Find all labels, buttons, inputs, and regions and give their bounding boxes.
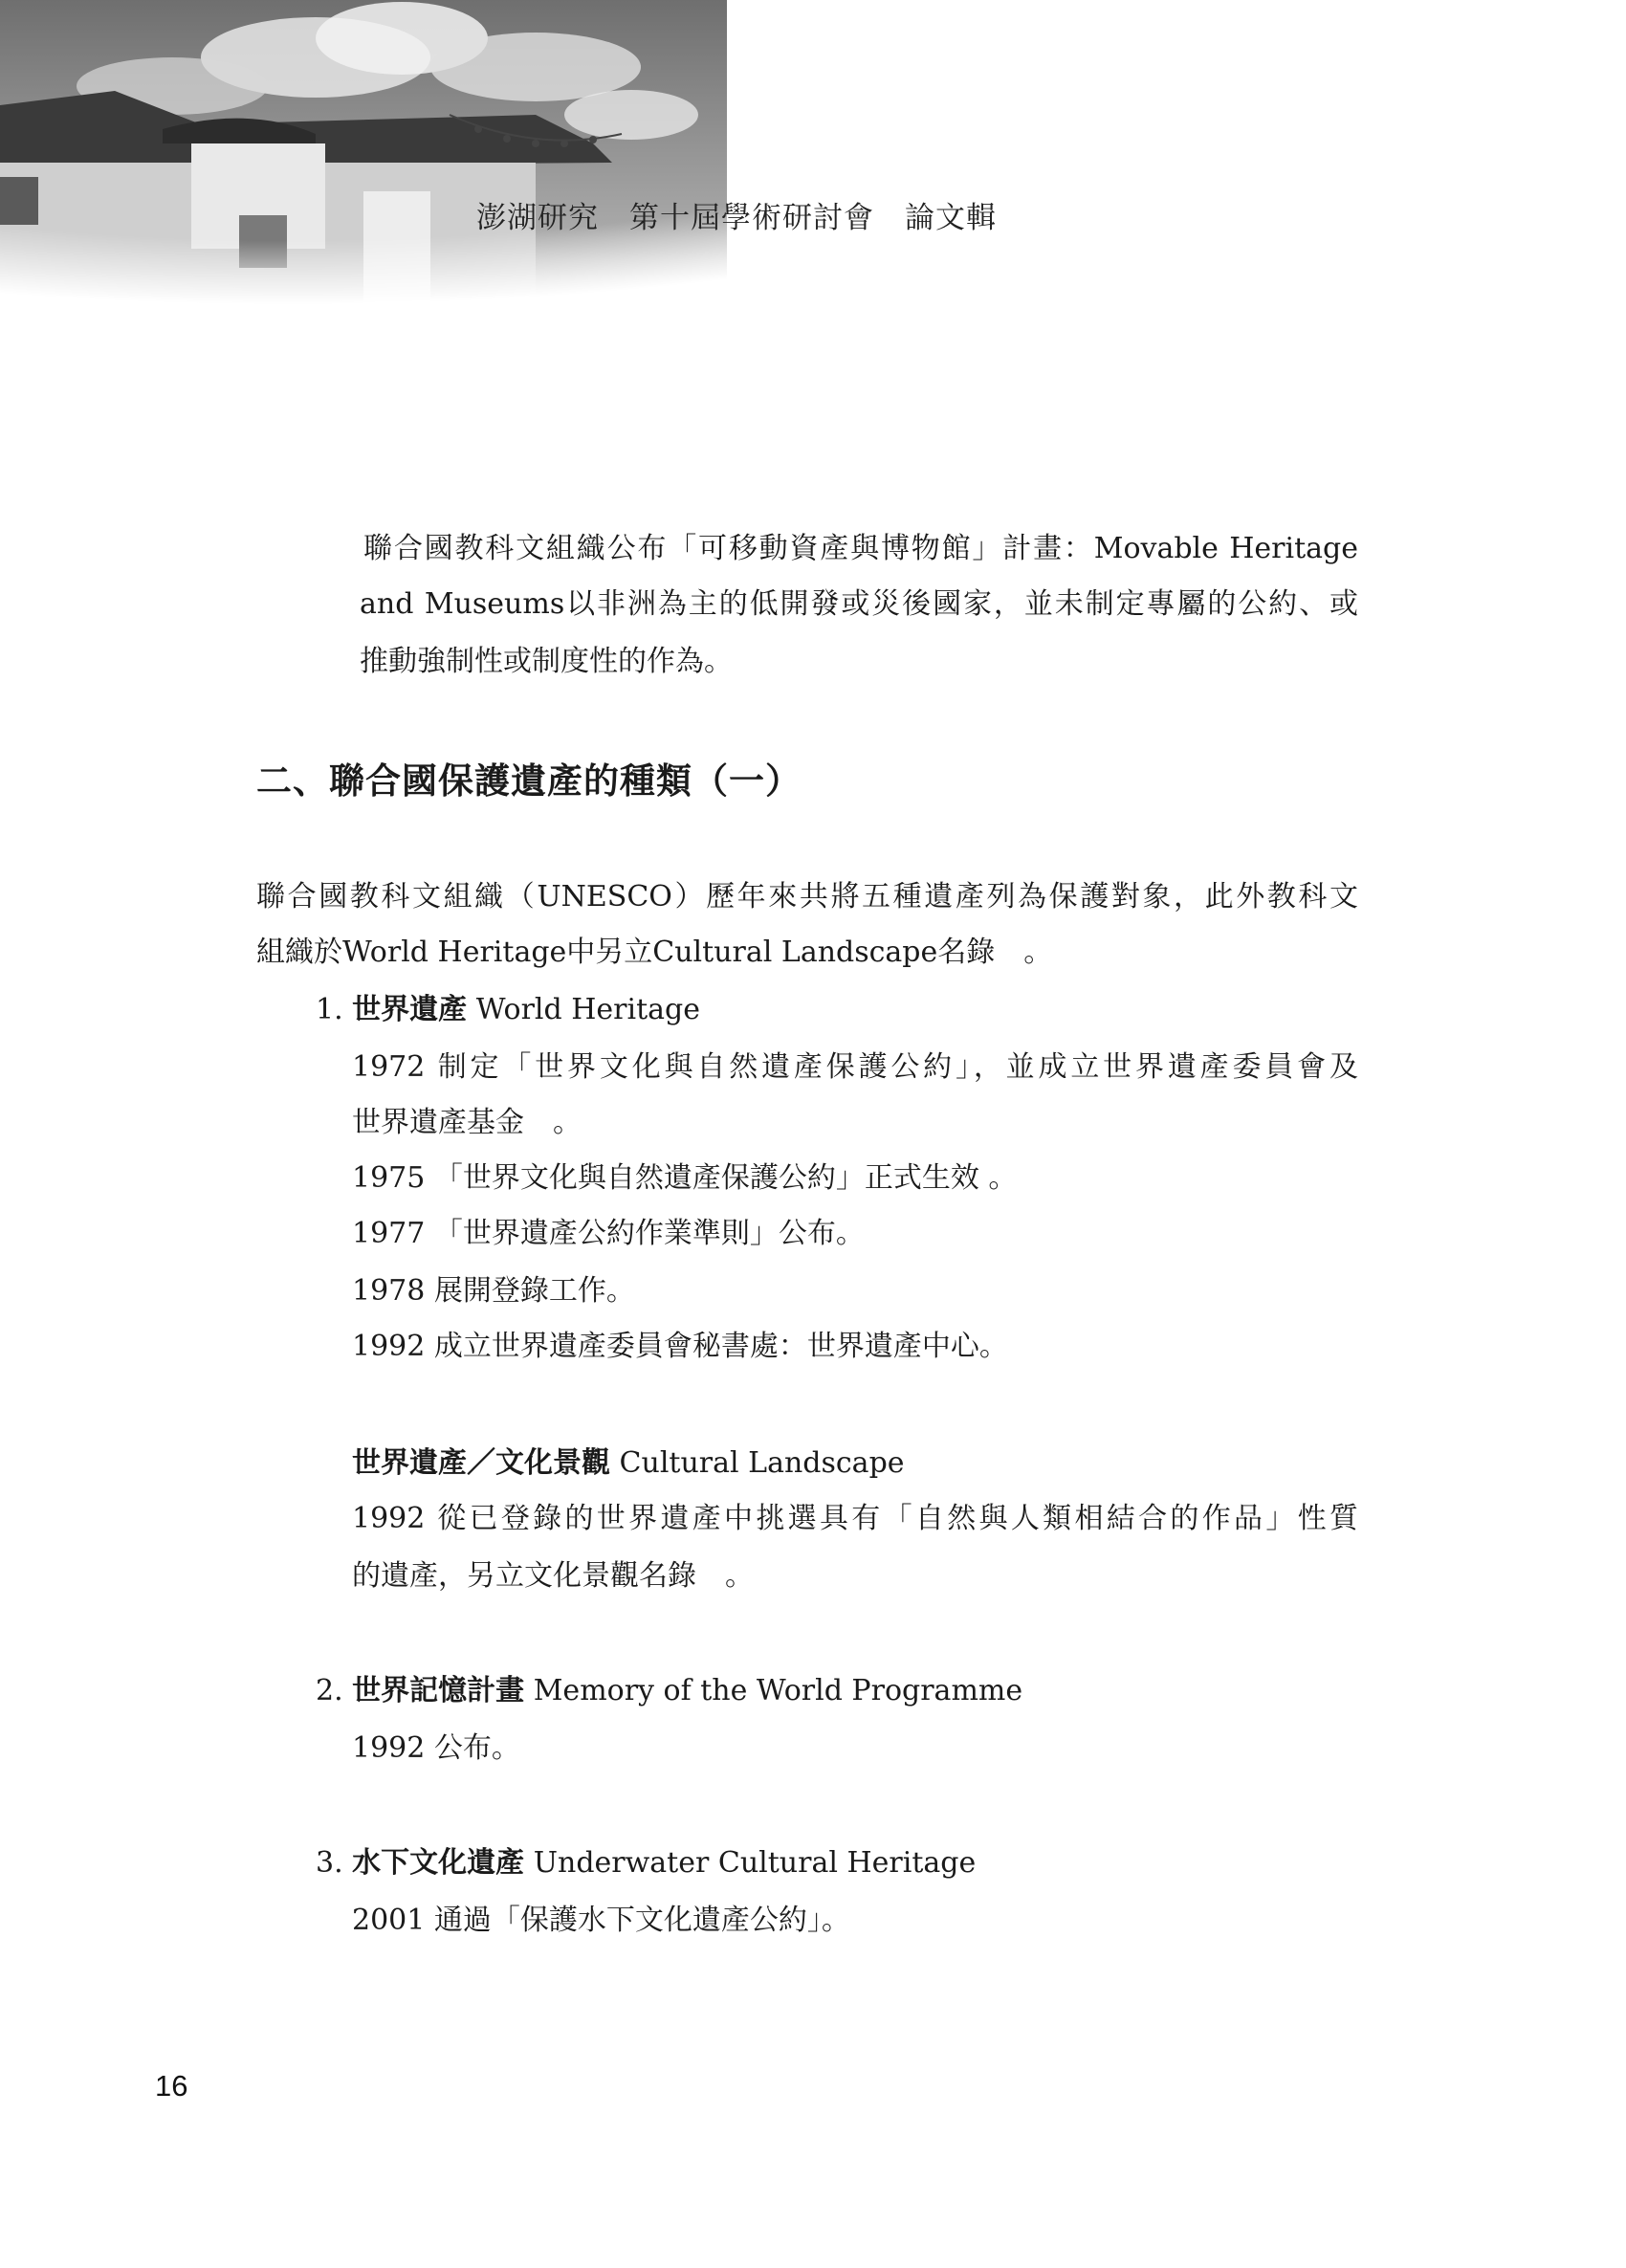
item-1-line-3: 1975 「世界文化與自然遺產保護公約」正式生效 。 [352, 1161, 1018, 1195]
item-1-title [316, 991, 700, 1029]
intro-line-2: and Museums以非洲為主的低開發或災後國家，並未制定專屬的公約、或 [360, 587, 1358, 621]
item-title-en: World Heritage [475, 993, 701, 1026]
subsection-line-2: 的遺產，另立文化景觀名錄 。 [352, 1559, 754, 1593]
subsection-line-1: 1992 從已登錄的世界遺產中挑選具有「自然與人類相結合的作品」性質 [352, 1502, 1358, 1535]
subsection-title-en: Cultural Landscape [619, 1446, 905, 1480]
item-3-title [316, 1844, 976, 1883]
section-intro-line-1: 聯合國教科文組織（UNESCO）歷年來共將五種遺產列為保護對象，此外教科文 [256, 880, 1358, 914]
item-title-en: Memory of the World Programme [533, 1674, 1023, 1707]
item-1-line-5: 1978 展開登錄工作。 [352, 1274, 635, 1308]
item-1-line-6: 1992 成立世界遺產委員會秘書處：世界遺產中心。 [352, 1330, 1008, 1363]
subsection-title [352, 1444, 905, 1483]
item-1-line-1: 1972 制定「世界文化與自然遺產保護公約」，並成立世界遺產委員會及 [352, 1050, 1358, 1084]
running-header: 澎湖研究 第十屆學術研討會 論文輯 [476, 201, 997, 235]
item-1-line-2: 世界遺產基金 。 [352, 1106, 582, 1139]
item-1-line-4: 1977 「世界遺產公約作業準則」公布。 [352, 1217, 865, 1250]
item-number: 3. [316, 1846, 343, 1880]
section-intro-line-2: 組織於World Heritage中另立Cultural Landscape名錄 。 [256, 936, 1053, 969]
intro-line-3: 推動強制性或制度性的作為。 [360, 645, 733, 678]
section-heading: 二、聯合國保護遺產的種類（一） [256, 760, 802, 802]
intro-line-1: 聯合國教科文組織公布「可移動資產與博物館」計畫：Movable Heritage [363, 532, 1358, 565]
item-title-zh: 世界記憶計畫 [352, 1674, 525, 1707]
item-title-en: Underwater Cultural Heritage [533, 1846, 977, 1880]
item-title-zh: 世界遺產 [352, 993, 468, 1026]
item-number: 2. [316, 1674, 343, 1707]
item-2-title [316, 1672, 1022, 1710]
item-2-line-1: 1992 公布。 [352, 1731, 520, 1765]
item-3-line-1: 2001 通過「保護水下文化遺產公約」。 [352, 1904, 850, 1937]
item-title-zh: 水下文化遺產 [352, 1846, 525, 1880]
page-number: 16 [155, 2069, 188, 2103]
subsection-title-zh: 世界遺產／文化景觀 [352, 1446, 610, 1480]
item-number: 1. [316, 993, 343, 1026]
